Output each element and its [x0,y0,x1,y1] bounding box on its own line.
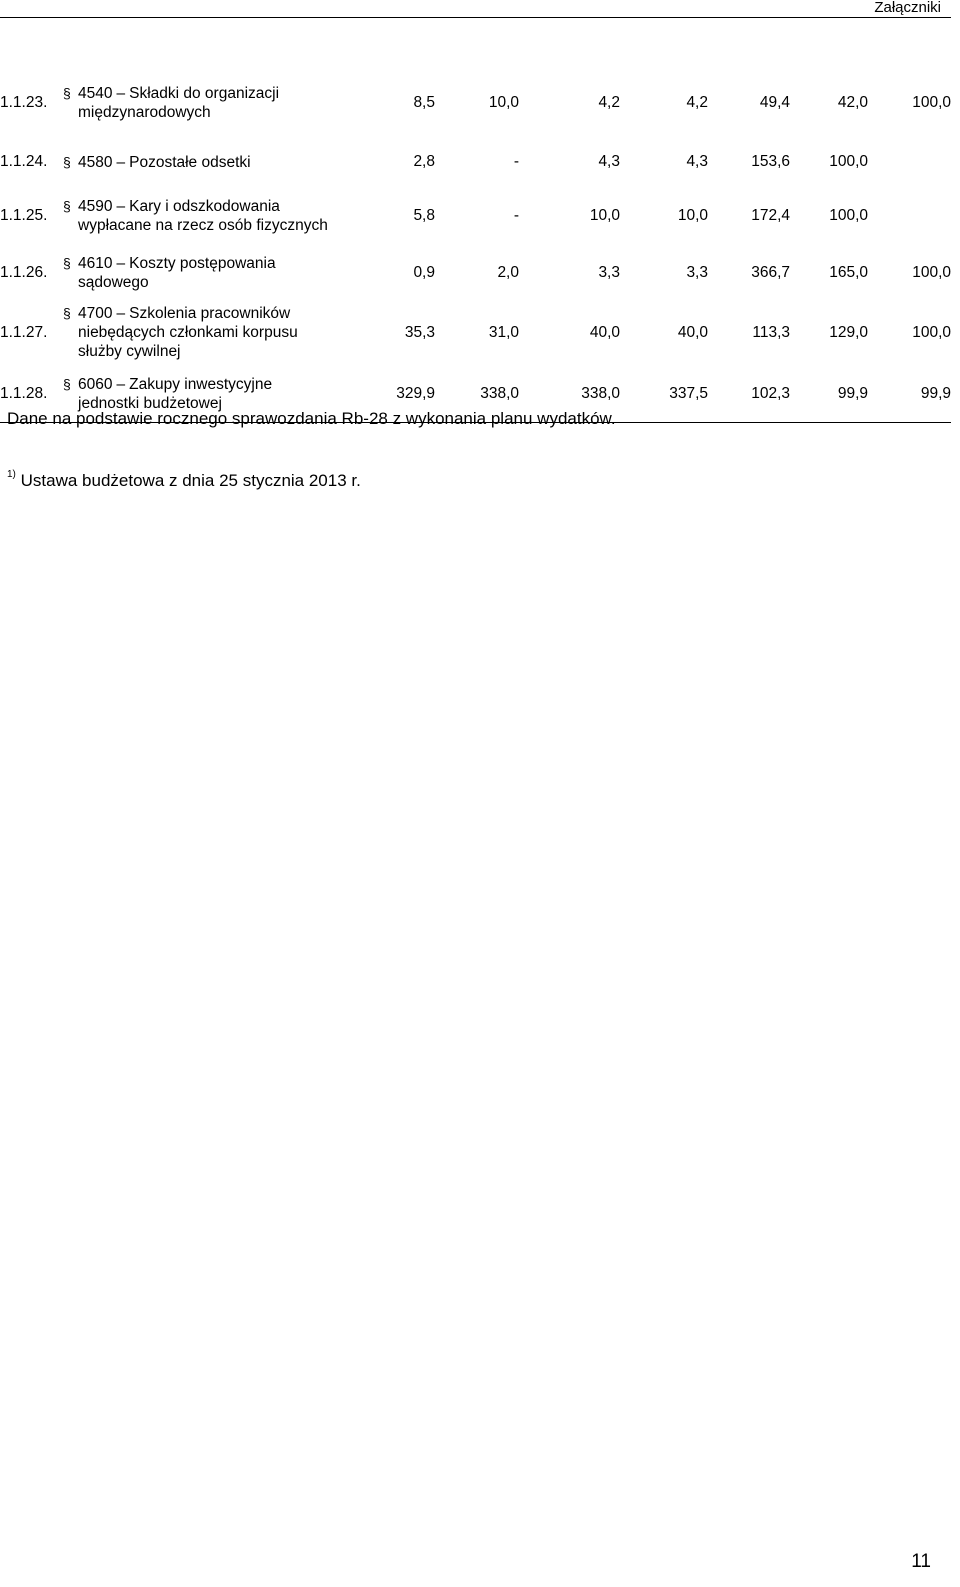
section-icon: § [63,376,71,393]
value-cell: 329,9 [396,385,435,403]
row-description: § 4580 – Pozostałe odsetki [63,153,251,171]
value-cell: 4,2 [686,93,708,111]
table-row [0,247,951,298]
table-row [0,185,951,247]
value-cell: 338,0 [480,385,519,403]
source-note: Dane na podstawie rocznego sprawozdania Rb-28 z wykonania planu wydatków. [7,409,616,428]
expense-code: 4700 [78,305,113,322]
value-cell: 40,0 [589,323,620,341]
value-cell: 172,4 [751,207,790,224]
value-cell: 100,0 [912,93,951,111]
value-cell: - [513,153,519,170]
expense-name: Koszty postępowania [129,254,276,272]
value-cell: 338,0 [581,385,620,403]
expense-code: 4580 [78,153,113,171]
page-header [0,0,951,18]
expense-name-cont: sądowego [78,273,149,291]
expense-name: Kary i odszkodowania [129,198,280,215]
value-cell: 113,3 [752,323,790,341]
header-title: Załączniki [874,0,941,16]
row-description: § 4540 – Składki do organizacji międzynarodowych [63,84,280,121]
expense-name-cont: służby cywilnej [78,343,181,360]
value-cell: 4,3 [598,153,620,170]
value-cell: 165,0 [829,263,868,281]
value-cell: 31,0 [488,323,519,341]
expense-name: Zakupy inwestycyjne [129,376,273,394]
value-cell: 102,3 [751,385,790,403]
table-row [0,298,951,367]
expense-name-cont: wypłacane na rzecz osób fizycznych [78,217,328,234]
table-row [0,139,951,185]
expense-name: Szkolenia pracowników [129,305,291,322]
row-index: 1.1.26. [0,263,48,281]
value-cell: 3,3 [686,263,708,281]
expense-code: 4610 [78,254,113,272]
value-cell: 42,0 [837,93,868,111]
row-index: 1.1.28. [0,385,48,403]
row-description: § 4610 – Koszty postępowania sądowego [63,254,276,291]
value-cell: 10,0 [589,207,620,224]
expense-code: 4540 [78,84,113,102]
expense-code: 4590 [78,198,113,215]
value-cell: 100,0 [829,153,868,170]
value-cell: 49,4 [759,93,790,111]
value-cell: 5,8 [413,207,435,224]
value-cell: 2,0 [497,263,519,281]
value-cell: 4,3 [686,153,708,170]
value-cell: 40,0 [677,323,708,341]
value-cell: 3,3 [598,263,620,281]
value-cell: 153,6 [751,153,790,170]
value-cell: 8,5 [413,93,435,111]
row-index: 1.1.24. [0,153,48,170]
value-cell [868,139,951,185]
expense-name: Pozostałe odsetki [129,153,251,171]
value-cell: 99,9 [920,385,951,403]
value-cell: 10,0 [488,93,519,111]
value-cell: 0,9 [413,263,435,281]
value-cell: 99,9 [837,385,868,403]
value-cell: 4,2 [598,93,620,111]
value-cell: 100,0 [912,323,951,341]
expense-name-cont: międzynarodowych [78,103,211,121]
value-cell: - [513,207,519,224]
row-index: 1.1.23. [0,93,48,111]
footnote-text: Ustawa budżetowa z dnia 25 stycznia 2013 r. [20,471,361,490]
section-icon: § [63,198,71,214]
row-index: 1.1.25. [0,207,48,224]
row-description: § 4700 – Szkolenia pracowników niebędących członkami korpusu służby cywilnej [63,305,298,360]
expense-name-cont: niebędących członkami korpusu [78,324,298,341]
footnote-mark: 1) [7,469,16,481]
page-number: 11 [911,1551,931,1572]
table-row [0,66,951,139]
value-cell: 2,8 [413,153,435,170]
section-icon: § [63,305,71,321]
section-icon: § [63,84,71,101]
section-icon: § [63,254,71,271]
row-index: 1.1.27. [0,323,48,341]
expenditure-table [0,66,951,423]
expense-name: Składki do organizacji [129,84,280,102]
value-cell [868,185,951,247]
value-cell: 100,0 [912,263,951,281]
expense-code: 6060 [78,376,113,394]
footnote [7,471,361,491]
value-cell: 366,7 [751,263,790,281]
row-description: § 4590 – Kary i odszkodowania wypłacane na rzecz osób fizycznych [63,198,328,234]
value-cell: 337,5 [669,385,708,403]
value-cell: 10,0 [677,207,708,224]
value-cell: 129,0 [829,323,868,341]
value-cell: 100,0 [829,207,868,224]
section-icon: § [63,153,71,170]
row-description: § 6060 – Zakupy inwestycyjne jednostki budżetowej [63,376,273,413]
value-cell: 35,3 [404,323,435,341]
expense-name-cont: jednostki budżetowej [78,395,222,413]
